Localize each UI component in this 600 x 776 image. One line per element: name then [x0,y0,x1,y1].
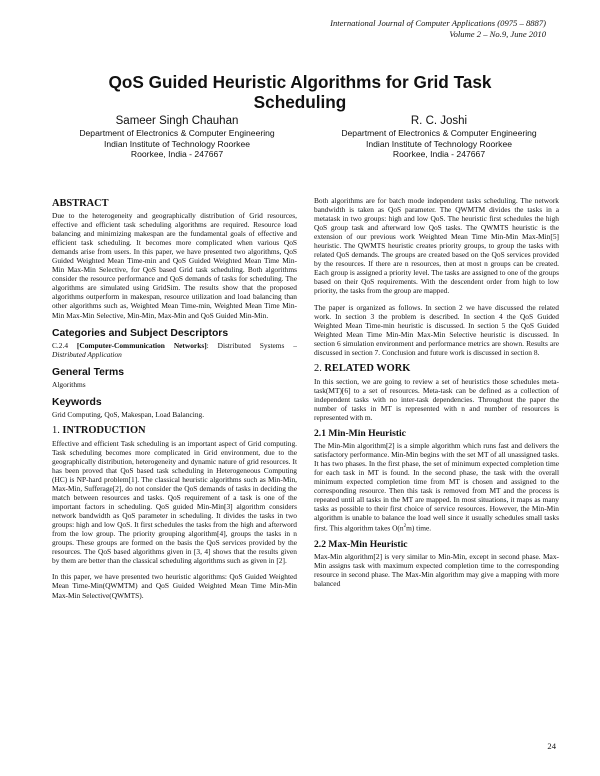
related-work-number: 2. [314,362,322,374]
author-department: Department of Electronics & Computer Engineering [341,128,537,138]
maxmin-title: Max-Min Heuristic [328,538,408,550]
categories-code: C.2.4 [52,340,69,350]
author-department: Department of Electronics & Computer Engineering [79,128,275,138]
minmin-body: The Min-Min algorithm[2] is a simple algorithm which runs fast and delivers the satisfactory performance. Min-Min begins with the set MT of all unassigned tasks. It has two phases. In the first phase, the set of minimum expected completion time for each task in MT is found. In the second phase, the task with the overall minimum expected completion time from MT is chosen and assigned to the corresponding resource. Then this task is removed from MT and the process is repeated until all tasks in the MT are mapped. In most situations, it maps as many tasks as possible to their first choice of service resources. However, the Min-Min algorithm is unable to balance the load well since it usually schedules small tasks first. This algorithm takes O(n [314,441,559,533]
right-paragraph-1: Both algorithms are for batch mode independent tasks scheduling. The network bandwidth is taken as QoS parameter. The QWMTM divides the tasks in a metatask in two groups: high and low QoS. The heuristic first schedules the high QoS group task and afterward low QoS tasks. The QWMTS heuristic is the extension of our previous work Weighted Mean Time Min-Min Max-Min[5] heuristic. The QWMTS heuristic creates priority groups, to group the tasks with related QoS demands. The groups are created based on the QoS services provided by the resources. If there are n resources, then at most n groups can be created. Each group is assigned a priority level. The tasks are assigned to one of the groups based on their QoS requirements. With the descendent order from high to low priority, the tasks from the group are mapped. [314,196,559,296]
abstract-text: Due to the heterogeneity and geographically distribution of Grid resources, effective and efficient task scheduling algorithms are required. Resource load balancing and minimizing makespan are the fundamental goals of effective and efficient task scheduling. It becomes more complicated when various QoS demands arise from users. In this paper, we have presented two algorithms, QoS Guided Weighted Mean Time-min and QoS Guided Weighted Mean Time Min-Min Max-Min Selective, for QoS based Grid task scheduling. Both algorithms consider the resource performance and QoS demands of tasks for scheduling. The algorithms are simulated using GridSim. The results show that the proposed algorithms outperform in makespan, resource utilization and load balancing than other algorithms such as, Weighted Mean Time-min, Weighted Mean Time Min-Min Max-Min Selective, Min-Min, Max-Min and QoS Guided Min-Min. [52,211,297,320]
related-work-title: RELATED WORK [324,362,411,374]
categories-rest: : Distributed Systems – [206,340,297,350]
intro-paragraph-1: Effective and efficient Task scheduling is an important aspect of Grid computing. Task scheduling becomes more complicated in Grid environment, due to the geographically distribution, heterogeneity and dynamic nature of grid resources. It has been proved that QoS based task scheduling in Heterogeneous Computing (HC) is NP-hard problem[1]. The classical heuristic algorithms such as Min-Min, Max-Min, Sufferage[2], do not consider the QoS demands of tasks in deciding the match between resources and tasks. QoS requirement of a task is one of the important factors in scheduling. QoS guided Min-Min[3] algorithm considers network bandwidth as QoS parameter in scheduling. It divides the tasks in two groups: high and low QoS. It first schedules the tasks from the high and afterword from the low group. The priority grouping algorithm[4], groups the tasks in n groups. These groups are formed on the basis the QoS services provided by the resources. The QoS based algorithms given in [3, 4] shows that the results given by them are better than the classical scheduling algorithms such as given in [2]. [52,438,297,566]
intro-number: 1. [52,424,60,436]
author-city: Roorkee, India - 247667 [130,149,224,160]
abstract-heading: ABSTRACT [52,198,109,209]
paper-title-line2: Scheduling [253,92,347,112]
minmin-superscript: 2 [403,524,407,530]
author-institute: Indian Institute of Technology Roorkee [365,138,513,149]
keywords-text: Grid Computing, QoS, Makespan, Load Balancing. [52,409,205,419]
author-block-2 [304,114,574,160]
intro-paragraph-2: In this paper, we have presented two heuristic algorithms: QoS Guided Weighted Mean Time-Min(QWMTM) and QoS Guided Weighted Mean Time Min-Min Max-Min Selective(QWMTS). [52,572,297,600]
author-block-1 [42,114,312,160]
right-paragraph-2: The paper is organized as follows. In section 2 we have discussed the related work. In section 3 the problem is described. In section 4 the QoS Guided Weighted Mean Time-min heuristic is discussed. In section 5 the QoS Guided Weighted Mean Time Min-Min Max-Min Selective heuristic is discussed. In section 6 simulation environment and performance metrics are shown. Results are discussed in section 7. Conclusion and future work is discussed in section 8. [314,302,559,357]
page-number: 24 [547,741,556,751]
minmin-number: 2.1 [314,428,326,440]
author-institute: Indian Institute of Technology Roorkee [103,138,251,149]
paper-title-line1: QoS Guided Heuristic Algorithms for Grid Task [108,72,492,92]
related-work-heading [314,363,559,375]
categories-italic: Distributed Application [52,349,122,359]
journal-header [330,18,546,39]
intro-heading [52,425,297,437]
general-terms-heading: General Terms [52,366,124,378]
categories-text [52,341,297,359]
intro-title: INTRODUCTION [62,424,146,436]
minmin-tail: m) time. [406,523,432,533]
minmin-title: Min-Min Heuristic [328,428,406,440]
maxmin-number: 2.2 [314,538,326,550]
minmin-heading [314,428,559,439]
author-city: Roorkee, India - 247667 [392,149,486,160]
related-work-text: In this section, we are going to review a set of heuristics those schedules meta-task(MT)[6] to a set of resources. Meta-task can be defined as a collection of independent tasks with no inter-task dependencies. Throughout the paper the number of tasks in MT is represented with n and number of resources is represented with m. [314,376,559,422]
maxmin-text: Max-Min algorithm[2] is very similar to Min-Min, except in second phase. Max-Min assigns task with maximum expected completion time to the corresponding resource in second phase. The Max-Min algorithm may give a mapping with more balanced [314,551,559,589]
categories-bold: [Computer-Communication Networks] [76,340,207,350]
right-column [314,196,559,588]
author-name: R. C. Joshi [410,115,468,127]
categories-heading: Categories and Subject Descriptors [52,327,229,339]
journal-volume: Volume 2 – No.9, June 2010 [449,28,546,39]
paper-title [40,72,560,112]
minmin-text [314,441,559,533]
left-column [52,196,297,600]
keywords-heading: Keywords [52,396,102,408]
maxmin-heading [314,539,559,550]
author-name: Sameer Singh Chauhan [115,115,239,127]
journal-name: International Journal of Computer Applications (0975 – 8887) [330,18,546,28]
general-terms-text: Algorithms [52,379,86,389]
